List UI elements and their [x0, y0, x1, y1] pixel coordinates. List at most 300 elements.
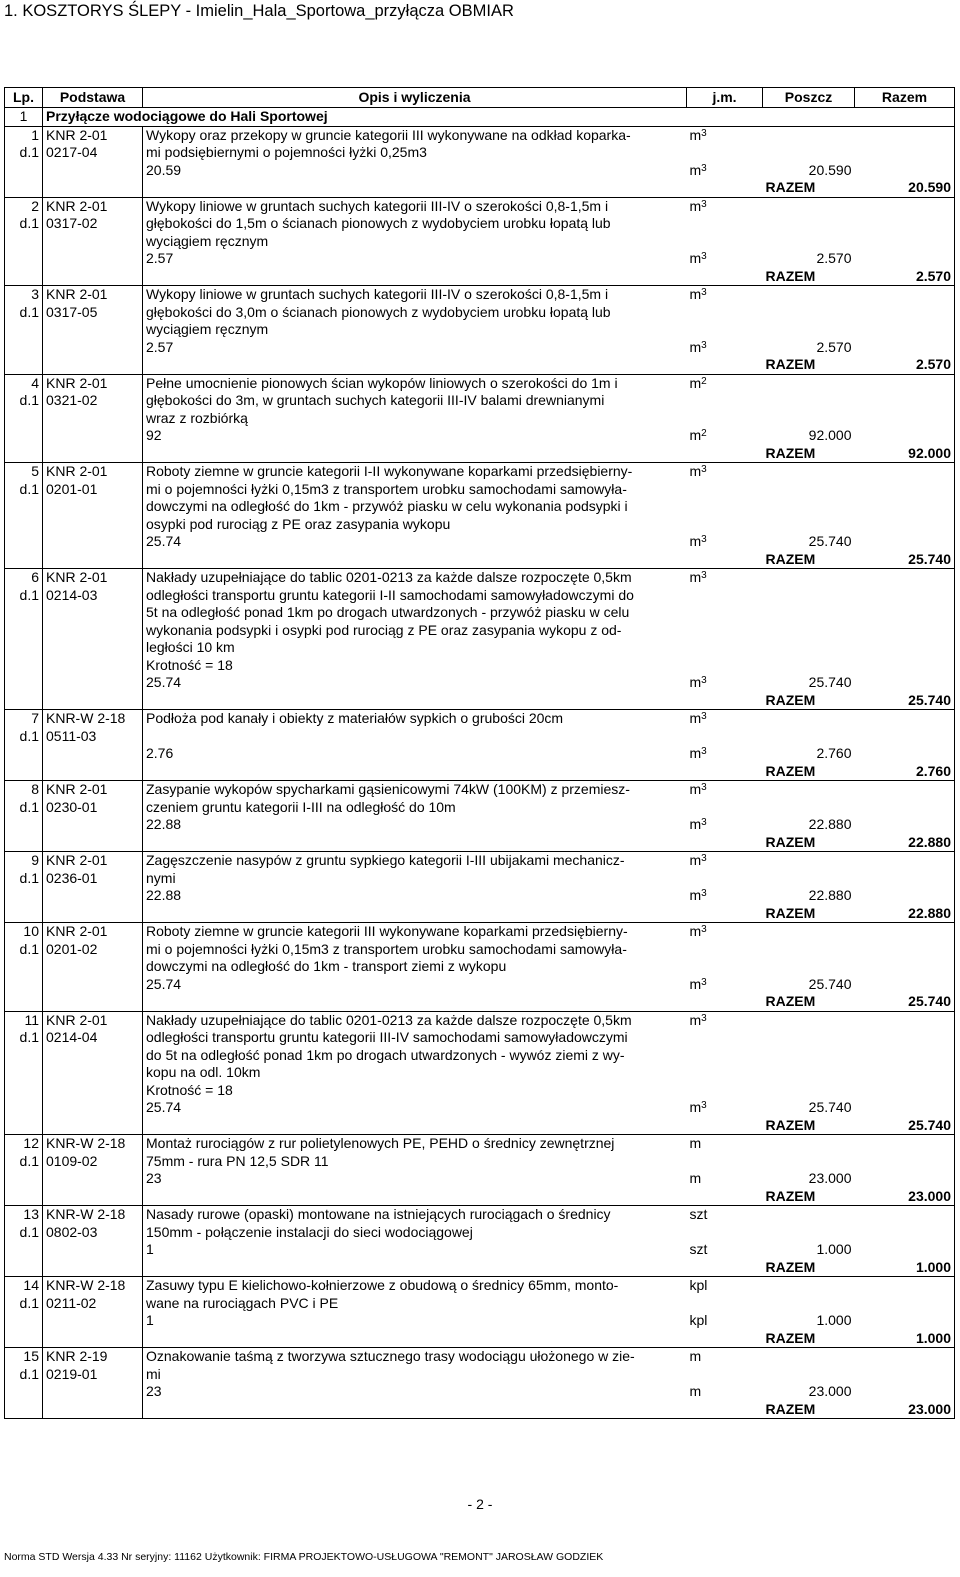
empty-cell — [687, 1029, 763, 1047]
empty-cell — [687, 639, 763, 657]
total-row — [5, 268, 955, 286]
item-description-line: Nasady rurowe (opaski) montowane na istniejących rurociągach o średnicy — [143, 1206, 687, 1224]
calculation-row — [5, 745, 955, 763]
item-podstawa: KNR 2-01 — [43, 374, 143, 392]
empty-cell — [5, 1170, 43, 1188]
unit — [687, 1348, 763, 1366]
empty-cell — [855, 1206, 955, 1224]
partial-total: 2.760 — [816, 745, 852, 761]
item-description-line: Oznakowanie taśmą z tworzywa sztucznego trasy wodociągu ułożonego w zie- — [143, 1348, 687, 1366]
item-row-continued — [5, 410, 955, 428]
unit-base: m — [689, 533, 702, 549]
empty-cell — [5, 1312, 43, 1330]
empty-cell — [5, 1383, 43, 1401]
empty-cell — [5, 1241, 43, 1259]
empty-cell — [687, 1064, 763, 1082]
unit-base: m — [689, 674, 702, 690]
unit-base: m — [689, 197, 702, 214]
unit — [687, 976, 763, 994]
item-row-continued — [5, 1082, 955, 1100]
empty-cell — [687, 1295, 763, 1313]
item-podstawa — [43, 657, 143, 675]
total-value: 2.570 — [855, 268, 955, 286]
item-row — [5, 197, 955, 215]
item-row-continued — [5, 604, 955, 622]
unit — [687, 1277, 763, 1295]
empty-cell — [43, 993, 143, 1011]
empty-cell — [43, 692, 143, 710]
empty-cell — [763, 1029, 855, 1047]
item-lp: d.1 — [5, 870, 43, 888]
item-podstawa: KNR 2-01 — [43, 569, 143, 587]
unit — [687, 923, 763, 941]
empty-cell — [5, 445, 43, 463]
calculation-value: 22.88 — [143, 887, 687, 905]
item-row-continued — [5, 1153, 955, 1171]
empty-cell — [687, 1082, 763, 1100]
unit — [687, 1383, 763, 1401]
calculation-value: 2.76 — [143, 745, 687, 763]
item-row — [5, 126, 955, 144]
empty-cell — [763, 870, 855, 888]
empty-cell — [43, 533, 143, 551]
partial-total: 22.880 — [808, 887, 852, 903]
unit-exponent: 3 — [701, 711, 707, 722]
empty-cell — [43, 763, 143, 781]
item-row-continued — [5, 639, 955, 657]
item-podstawa — [43, 639, 143, 657]
item-podstawa: 0236-01 — [43, 870, 143, 888]
item-podstawa: KNR-W 2-18 — [43, 1206, 143, 1224]
item-row-continued — [5, 941, 955, 959]
empty-cell — [5, 993, 43, 1011]
total-value: 2.570 — [855, 356, 955, 374]
total-label: RAZEM — [763, 179, 855, 197]
unit-exponent: 3 — [701, 287, 707, 298]
unit-base: m — [689, 852, 702, 868]
total-label: RAZEM — [763, 1188, 855, 1206]
empty-cell — [43, 1241, 143, 1259]
empty-cell — [855, 941, 955, 959]
empty-cell — [143, 1401, 687, 1419]
unit-base: m — [689, 463, 702, 479]
item-lp: d.1 — [5, 587, 43, 605]
empty-cell — [763, 569, 855, 587]
calculation-value: 22.88 — [143, 816, 687, 834]
empty-cell — [855, 745, 955, 763]
unit-exponent: 3 — [701, 888, 707, 899]
item-row-continued — [5, 144, 955, 162]
unit-exponent: 2 — [701, 428, 707, 439]
item-lp: 13 — [5, 1206, 43, 1224]
item-podstawa: KNR 2-01 — [43, 126, 143, 144]
empty-cell — [687, 834, 763, 852]
empty-cell — [43, 887, 143, 905]
total-row — [5, 445, 955, 463]
item-podstawa: KNR-W 2-18 — [43, 710, 143, 728]
item-row — [5, 569, 955, 587]
empty-cell — [687, 622, 763, 640]
empty-cell — [763, 1206, 855, 1224]
unit — [687, 250, 763, 268]
empty-cell — [43, 674, 143, 692]
total-row — [5, 905, 955, 923]
partial-total: 22.880 — [808, 816, 852, 832]
unit-exponent: 3 — [701, 924, 707, 935]
table-body — [5, 108, 955, 1419]
item-description-line: 150mm - połączenie instalacji do sieci wodociągowej — [143, 1224, 687, 1242]
empty-cell — [855, 728, 955, 746]
empty-cell — [855, 816, 955, 834]
empty-cell — [855, 1277, 955, 1295]
item-lp — [5, 1047, 43, 1065]
unit-exponent: 3 — [701, 746, 707, 757]
item-description-line: Krotność = 18 — [143, 657, 687, 675]
item-podstawa: 0214-03 — [43, 587, 143, 605]
item-description-line: Wykopy liniowe w gruntach suchych kategorii III-IV o szerokości 0,8-1,5m i — [143, 286, 687, 304]
empty-cell — [855, 887, 955, 905]
empty-cell — [5, 356, 43, 374]
empty-cell — [855, 304, 955, 322]
unit-exponent: 3 — [701, 198, 707, 210]
empty-cell — [763, 1277, 855, 1295]
item-row — [5, 710, 955, 728]
item-lp: d.1 — [5, 144, 43, 162]
empty-cell — [855, 852, 955, 870]
empty-cell — [687, 233, 763, 251]
item-podstawa: KNR 2-01 — [43, 286, 143, 304]
unit-exponent: 3 — [701, 570, 707, 581]
item-description-line: Zasypanie wykopów spycharkami gąsienicowymi 74kW (100KM) z przemiesz- — [143, 781, 687, 799]
empty-cell — [855, 321, 955, 339]
empty-cell — [5, 533, 43, 551]
empty-cell — [855, 639, 955, 657]
item-row-continued — [5, 1295, 955, 1313]
empty-cell — [763, 286, 855, 304]
item-description-line: wyciągiem ręcznym — [143, 321, 687, 339]
item-row-continued — [5, 516, 955, 534]
total-row — [5, 763, 955, 781]
unit-exponent: 3 — [701, 534, 707, 545]
item-lp: 7 — [5, 710, 43, 728]
calculation-value: 1 — [143, 1241, 687, 1259]
partial-total: 23.000 — [808, 1170, 852, 1186]
partial-total: 2.570 — [816, 250, 852, 266]
empty-cell — [143, 1188, 687, 1206]
empty-cell — [687, 1259, 763, 1277]
item-lp: 5 — [5, 463, 43, 481]
unit-exponent: 3 — [701, 1100, 707, 1111]
calculation-value: 25.74 — [143, 533, 687, 551]
unit-exponent: 3 — [701, 127, 707, 139]
empty-cell — [855, 144, 955, 162]
empty-cell — [855, 958, 955, 976]
item-row-continued — [5, 728, 955, 746]
empty-cell — [5, 1099, 43, 1117]
empty-cell — [5, 1188, 43, 1206]
item-lp: d.1 — [5, 941, 43, 959]
empty-cell — [855, 162, 955, 180]
unit-exponent: 3 — [701, 464, 707, 475]
item-podstawa — [43, 1047, 143, 1065]
calculation-row — [5, 1383, 955, 1401]
empty-cell — [763, 622, 855, 640]
empty-cell — [763, 1082, 855, 1100]
item-lp: 8 — [5, 781, 43, 799]
item-row — [5, 1348, 955, 1366]
empty-cell — [687, 1224, 763, 1242]
calculation-row — [5, 1170, 955, 1188]
item-description-line: Wykopy liniowe w gruntach suchych kategorii III-IV o szerokości 0,8-1,5m i — [143, 197, 687, 215]
item-lp: 1 — [5, 126, 43, 144]
unit-base: m — [689, 1383, 702, 1399]
empty-cell — [43, 1330, 143, 1348]
empty-cell — [5, 1330, 43, 1348]
empty-cell — [5, 763, 43, 781]
empty-cell — [5, 1259, 43, 1277]
empty-cell — [687, 551, 763, 569]
total-label: RAZEM — [763, 692, 855, 710]
calculation-row — [5, 674, 955, 692]
empty-cell — [43, 1170, 143, 1188]
item-row — [5, 1206, 955, 1224]
item-lp: 11 — [5, 1011, 43, 1029]
unit-base: m — [689, 161, 702, 178]
empty-cell — [143, 179, 687, 197]
item-row-continued — [5, 1366, 955, 1384]
item-row — [5, 1011, 955, 1029]
item-row — [5, 852, 955, 870]
item-row — [5, 463, 955, 481]
empty-cell — [43, 339, 143, 357]
item-lp — [5, 498, 43, 516]
item-row-continued — [5, 799, 955, 817]
empty-cell — [687, 993, 763, 1011]
empty-cell — [855, 1366, 955, 1384]
partial-total: 25.740 — [808, 533, 852, 549]
unit-base: m — [689, 710, 702, 726]
empty-cell — [43, 1383, 143, 1401]
calculation-value: 25.74 — [143, 976, 687, 994]
item-description-line: do 5t na odległość ponad 1km po drogach utwardzonych - wywóz ziemi z wy- — [143, 1047, 687, 1065]
item-description-line: mi o pojemności łyżki 0,15m3 z transportem urobku samochodami samowyła- — [143, 481, 687, 499]
item-podstawa — [43, 622, 143, 640]
calculation-value: 20.59 — [143, 162, 687, 180]
calculation-value: 2.57 — [143, 250, 687, 268]
empty-cell — [43, 976, 143, 994]
empty-cell — [143, 445, 687, 463]
unit-base: m — [689, 374, 702, 391]
item-row-continued — [5, 870, 955, 888]
empty-cell — [687, 410, 763, 428]
total-row — [5, 1401, 955, 1419]
empty-cell — [763, 1011, 855, 1029]
empty-cell — [43, 356, 143, 374]
empty-cell — [763, 197, 855, 215]
page-number: - 2 - — [467, 1496, 493, 1512]
empty-cell — [763, 392, 855, 410]
item-description-line: kopu na odl. 10km — [143, 1064, 687, 1082]
empty-cell — [855, 674, 955, 692]
calculation-row — [5, 250, 955, 268]
empty-cell — [687, 1366, 763, 1384]
empty-cell — [43, 445, 143, 463]
item-description-line: wykonania podsypki i osypki pod rurociąg z PE oraz zasypania wykopu z od- — [143, 622, 687, 640]
item-lp — [5, 639, 43, 657]
empty-cell — [763, 1047, 855, 1065]
item-row-continued — [5, 392, 955, 410]
empty-cell — [43, 834, 143, 852]
empty-cell — [687, 516, 763, 534]
empty-cell — [855, 463, 955, 481]
empty-cell — [855, 870, 955, 888]
calculation-row — [5, 816, 955, 834]
empty-cell — [855, 923, 955, 941]
calculation-value: 2.57 — [143, 339, 687, 357]
calculation-value: 23 — [143, 1170, 687, 1188]
empty-cell — [763, 799, 855, 817]
total-row — [5, 692, 955, 710]
empty-cell — [43, 551, 143, 569]
unit-base: m — [689, 250, 702, 266]
footer-text: Norma STD Wersja 4.33 Nr seryjny: 11162 Użytkownik: FIRMA PROJEKTOWO-USŁUGOWA "REMONT" JAROSŁAW GODZIEK — [4, 1551, 604, 1563]
empty-cell — [763, 639, 855, 657]
unit-base: kpl — [689, 1312, 708, 1328]
item-description-line: ległości 10 km — [143, 639, 687, 657]
item-podstawa: KNR 2-19 — [43, 1348, 143, 1366]
empty-cell — [43, 1259, 143, 1277]
item-row — [5, 1277, 955, 1295]
empty-cell — [855, 657, 955, 675]
unit — [687, 1135, 763, 1153]
total-label: RAZEM — [763, 763, 855, 781]
empty-cell — [687, 356, 763, 374]
empty-cell — [5, 905, 43, 923]
total-row — [5, 356, 955, 374]
item-row-continued — [5, 481, 955, 499]
total-row — [5, 179, 955, 197]
unit-base: m — [689, 286, 702, 302]
empty-cell — [763, 1348, 855, 1366]
unit — [687, 569, 763, 587]
empty-cell — [763, 321, 855, 339]
empty-cell — [763, 587, 855, 605]
section-row — [5, 108, 955, 127]
empty-cell — [5, 268, 43, 286]
item-description-line: Nakłady uzupełniające do tablic 0201-0213 za każde dalsze rozpoczęte 0,5km — [143, 569, 687, 587]
item-description-line: Zasuwy typu E kielichowo-kołnierzowe z obudową o średnicy 65mm, monto- — [143, 1277, 687, 1295]
calculation-row — [5, 1241, 955, 1259]
empty-cell — [855, 1099, 955, 1117]
total-row — [5, 551, 955, 569]
item-podstawa — [43, 604, 143, 622]
empty-cell — [855, 533, 955, 551]
item-lp — [5, 233, 43, 251]
item-podstawa — [43, 321, 143, 339]
unit-base: m — [689, 816, 702, 832]
unit-base: m — [689, 1135, 702, 1151]
partial-total: 23.000 — [808, 1383, 852, 1399]
empty-cell — [855, 250, 955, 268]
unit-base: m — [689, 745, 702, 761]
empty-cell — [855, 604, 955, 622]
unit — [687, 162, 763, 180]
item-podstawa: KNR-W 2-18 — [43, 1135, 143, 1153]
item-description-line: mi podsiębiernymi o pojemności łyżki 0,25m3 — [143, 144, 687, 162]
unit-base: m — [689, 1348, 702, 1364]
empty-cell — [43, 250, 143, 268]
cost-estimate-table — [4, 87, 955, 1419]
table-header — [5, 88, 955, 108]
item-podstawa: 0201-02 — [43, 941, 143, 959]
empty-cell — [143, 551, 687, 569]
empty-cell — [855, 1153, 955, 1171]
unit-exponent: 3 — [701, 782, 707, 793]
empty-cell — [763, 941, 855, 959]
item-lp: 9 — [5, 852, 43, 870]
item-podstawa — [43, 958, 143, 976]
item-description-line: dowczymi na odległość do 1km - przywóż piasku w celu wykonania podsypki i — [143, 498, 687, 516]
calculation-value: 25.74 — [143, 1099, 687, 1117]
total-label: RAZEM — [763, 1117, 855, 1135]
item-row-continued — [5, 1047, 955, 1065]
total-value: 23.000 — [855, 1401, 955, 1419]
total-value: 25.740 — [855, 993, 955, 1011]
empty-cell — [687, 1153, 763, 1171]
item-lp: d.1 — [5, 215, 43, 233]
empty-cell — [5, 834, 43, 852]
unit — [687, 463, 763, 481]
item-lp: d.1 — [5, 1224, 43, 1242]
total-row — [5, 1117, 955, 1135]
empty-cell — [687, 1047, 763, 1065]
empty-cell — [687, 215, 763, 233]
item-podstawa: KNR 2-01 — [43, 923, 143, 941]
empty-cell — [763, 923, 855, 941]
empty-cell — [687, 498, 763, 516]
item-podstawa: 0802-03 — [43, 1224, 143, 1242]
unit-base: m — [689, 887, 702, 903]
item-description-line: 5t na odległość ponad 1km po drogach utwardzonych - przywóż piasku w celu — [143, 604, 687, 622]
empty-cell — [855, 569, 955, 587]
unit — [687, 781, 763, 799]
item-row-continued — [5, 587, 955, 605]
item-podstawa: 0230-01 — [43, 799, 143, 817]
empty-cell — [687, 941, 763, 959]
total-value: 1.000 — [855, 1330, 955, 1348]
empty-cell — [143, 692, 687, 710]
unit — [687, 816, 763, 834]
item-podstawa: KNR-W 2-18 — [43, 1277, 143, 1295]
header-opis: Opis i wyliczenia — [143, 88, 687, 108]
empty-cell — [5, 674, 43, 692]
total-value: 2.760 — [855, 763, 955, 781]
empty-cell — [5, 1401, 43, 1419]
item-lp — [5, 1064, 43, 1082]
unit — [687, 887, 763, 905]
empty-cell — [855, 427, 955, 445]
item-podstawa: 0219-01 — [43, 1366, 143, 1384]
total-value: 22.880 — [855, 905, 955, 923]
item-lp: d.1 — [5, 1029, 43, 1047]
empty-cell — [43, 268, 143, 286]
empty-cell — [763, 1064, 855, 1082]
total-value: 25.740 — [855, 692, 955, 710]
item-description-line: mi o pojemności łyżki 0,15m3 z transportem urobku samochodami samowyła- — [143, 941, 687, 959]
item-description-line: Zagęszczenie nasypów z gruntu sypkiego kategorii I-III ubijakami mechanicz- — [143, 852, 687, 870]
item-description-line: Pełne umocnienie pionowych ścian wykopów liniowych o szerokości do 1m i — [143, 374, 687, 392]
item-description-line: głębokości do 1,5m o ścianach pionowych z wydobyciem urobku łopatą lub — [143, 215, 687, 233]
